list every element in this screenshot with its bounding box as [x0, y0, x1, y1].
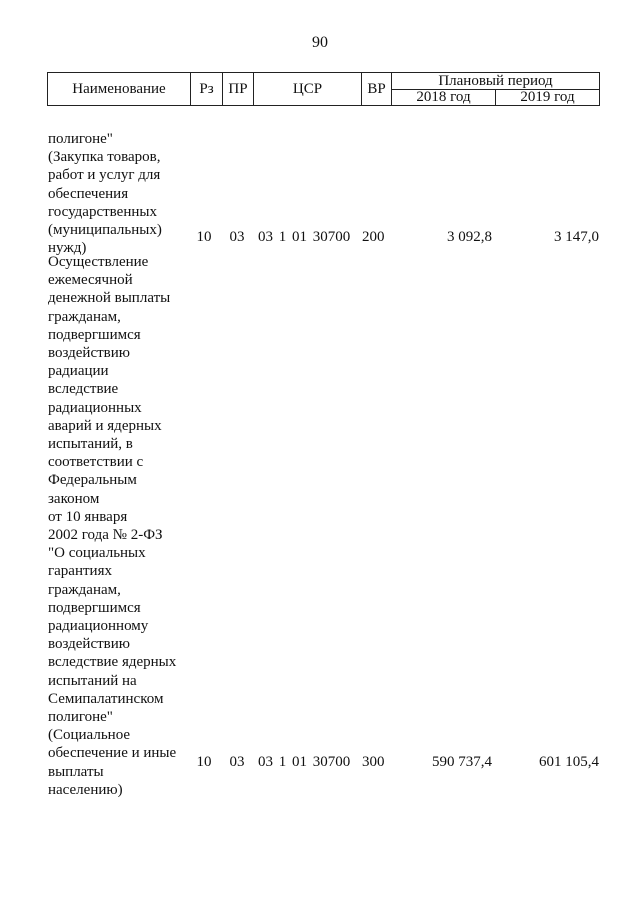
row-2-name-line: вследствие — [48, 381, 119, 398]
header-vr: ВР — [362, 73, 392, 106]
row-2-name-line: полигоне" — [48, 709, 113, 726]
header-planned-period: Плановый период — [392, 73, 600, 90]
row-2-name-line: соответствии с — [48, 454, 144, 471]
row-2-name-line: радиационных — [48, 399, 142, 416]
row-2-name-line: ежемесячной — [48, 272, 133, 289]
row-2-name-line: подвергшимся — [48, 599, 141, 616]
row-2-name-line: Осуществление — [48, 254, 149, 270]
row-2-name-line: (Социальное — [48, 727, 131, 744]
row-1-name — [48, 130, 188, 257]
row-2-name-line: воздействию — [48, 345, 130, 362]
row-1-name-line: нужд) — [48, 240, 87, 257]
row-1-name-line: обеспечения — [48, 185, 129, 202]
row-1-name-line: (Закупка товаров, — [48, 149, 161, 166]
row-2-name-line: испытаний, в — [48, 436, 133, 453]
row-2-2019: 601 105,4 — [539, 754, 599, 770]
row-2-name-line: воздействию — [48, 636, 130, 653]
row-2-name-line: гражданам, — [48, 581, 121, 598]
row-2-name-line: населению) — [48, 781, 123, 798]
header-year-2018: 2018 год — [392, 90, 496, 106]
row-1-2018: 3 092,8 — [447, 229, 492, 245]
row-1-name-line: (муниципальных) — [48, 222, 162, 239]
table-header — [47, 72, 600, 106]
row-1-pr: 03 — [229, 229, 245, 245]
row-1-name-line: работ и услуг для — [48, 167, 161, 184]
row-2-name-line: от 10 января — [48, 508, 128, 525]
row-1-name-line: государственных — [48, 203, 157, 220]
row-2-rz: 10 — [196, 754, 212, 770]
header-year-2019: 2019 год — [496, 90, 600, 106]
row-2-name-line: выплаты — [48, 763, 104, 780]
row-1-rz: 10 — [196, 229, 212, 245]
row-2-name-line: радиации — [48, 363, 109, 380]
row-1-name-line: полигоне" — [48, 131, 113, 147]
header-name: Наименование — [48, 73, 191, 106]
row-2-pr: 03 — [229, 754, 245, 770]
row-2-name-line: "О социальных — [48, 545, 146, 562]
row-2-name-line: радиационному — [48, 618, 149, 635]
row-2-name-line: вследствие ядерных — [48, 654, 177, 671]
row-2-name-line: Федеральным — [48, 472, 137, 489]
row-1-vr: 200 — [362, 229, 385, 245]
row-2-name-line: испытаний на — [48, 672, 137, 689]
row-2-name-line: гарантиях — [48, 563, 112, 580]
row-2-name-line: обеспечение и иные — [48, 745, 177, 762]
page-number: 90 — [312, 34, 328, 51]
header-pr: ПР — [223, 73, 254, 106]
header-rz: Рз — [191, 73, 223, 106]
row-2-name-line: аварий и ядерных — [48, 417, 162, 434]
row-1-2019: 3 147,0 — [554, 229, 599, 245]
row-2-name-line: законом — [48, 490, 100, 507]
row-2-name-line: подвергшимся — [48, 326, 141, 343]
row-2-name-line: гражданам, — [48, 308, 121, 325]
row-2-name-line: 2002 года № 2-ФЗ — [48, 527, 163, 544]
row-2-name — [48, 253, 188, 799]
header-csr: ЦСР — [254, 73, 362, 106]
row-2-2018: 590 737,4 — [432, 754, 492, 770]
row-2-vr: 300 — [362, 754, 385, 770]
row-2-csr: 03 1 01 30700 — [258, 754, 351, 770]
row-2-name-line: денежной выплаты — [48, 290, 171, 307]
row-2-name-line: Семипалатинском — [48, 690, 164, 707]
row-1-csr: 03 1 01 30700 — [258, 229, 351, 245]
